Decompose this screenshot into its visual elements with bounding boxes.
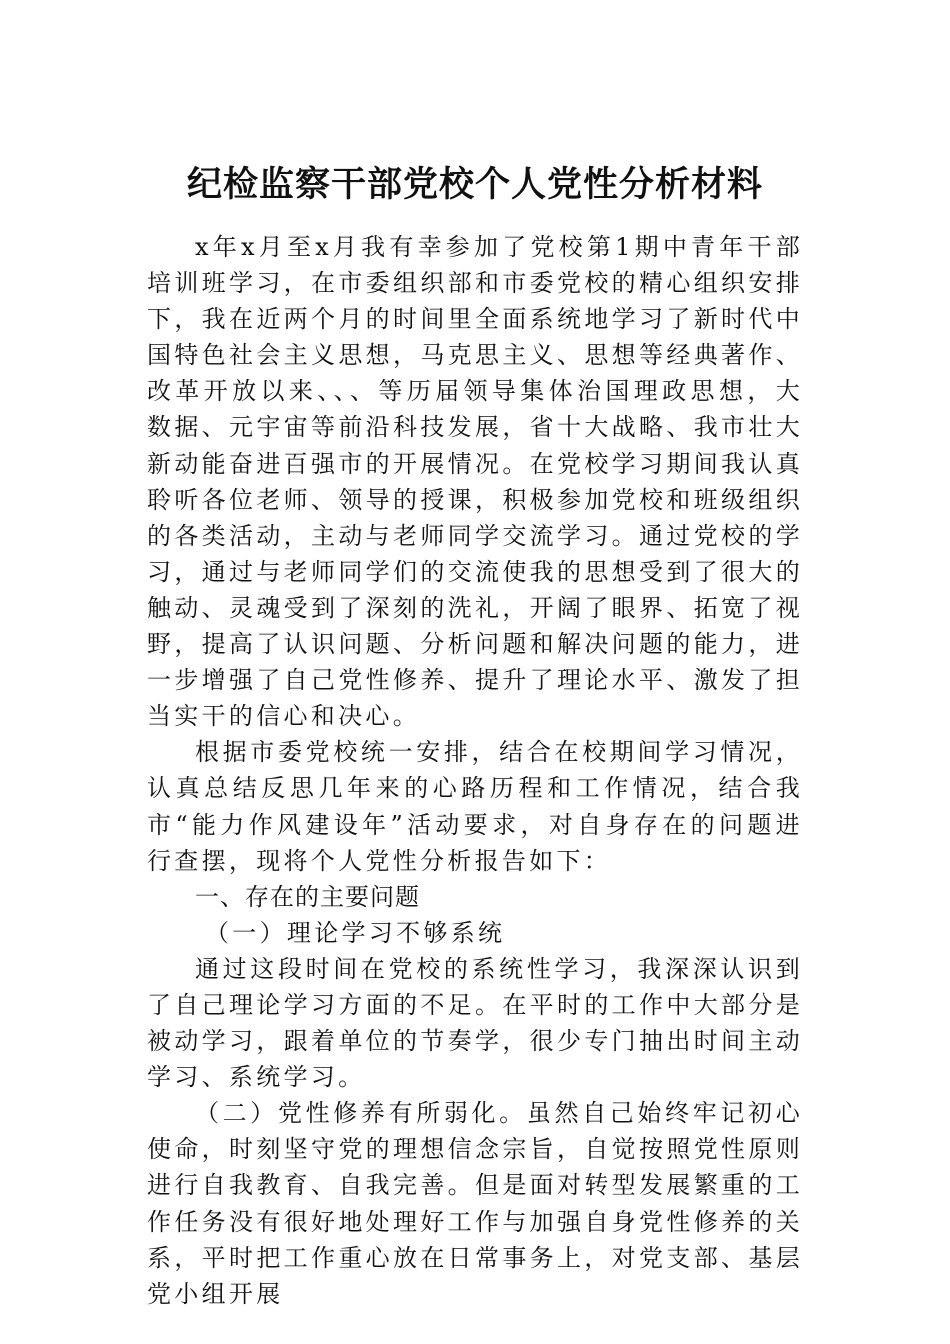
paragraph-party-spirit-text: 虽然自己始终牢记初心使命，时刻坚守党的理想信念宗旨，自觉按照党性原则进行自我教育、自我完善。但是面对转型发展繁重的工作任务没有很好地处理好工作与加强自身党性修养的关系，平时把工作重心放在日常事务上，对党支部、基层党小组开展 [147, 1099, 803, 1308]
subsection-heading-theory-study: （一）理论学习不够系统 [205, 918, 506, 947]
paragraph-intro: x年x月至x月我有幸参加了党校第1期中青年干部培训班学习，在市委组织部和市委党校的精心组织安排下，我在近两个月的时间里全面系统地学习了新时代中国特色社会主义思想，马克思主义、思想等经典著作、改革开放以来、、、等历届领导集体治国理政思想，大数据、元宇宙等前沿科技发展，省十大战略、我市壮大新动能奋进百强市的开展情况。在党校学习期间我认真聆听各位老师、领导的授课，积极参加党校和班级组织的各类活动，主动与老师同学交流学习。通过党校的学习，通过与老师同学们的交流使我的思想受到了很大的触动、灵魂受到了深刻的洗礼，开阔了眼界、拓宽了视野，提高了认识问题、分析问题和解决问题的能力，进一步增强了自己党性修养、提升了理论水平、激发了担当实干的信心和决心。 [147, 233, 803, 731]
document-title: 纪检监察干部党校个人党性分析材料 [186, 164, 763, 205]
subsection-heading-party-spirit: （二）党性修养有所弱化。 [195, 1099, 527, 1128]
paragraph-theory-study: 通过这段时间在党校的系统性学习，我深深认识到了自己理论学习方面的不足。在平时的工作中大部分是被动学习，跟着单位的节奏学，很少专门抽出时间主动学习、系统学习。 [147, 954, 803, 1092]
paragraph-party-spirit [147, 1095, 803, 1312]
paragraph-purpose: 根据市委党校统一安排，结合在校期间学习情况，认真总结反思几年来的心路历程和工作情况，结合我市“能力作风建设年”活动要求，对自身存在的问题进行查摆，现将个人党性分析报告如下： [147, 738, 803, 875]
document-body [147, 229, 803, 1312]
section-heading-main-problems: 一、存在的主要问题 [195, 882, 420, 911]
